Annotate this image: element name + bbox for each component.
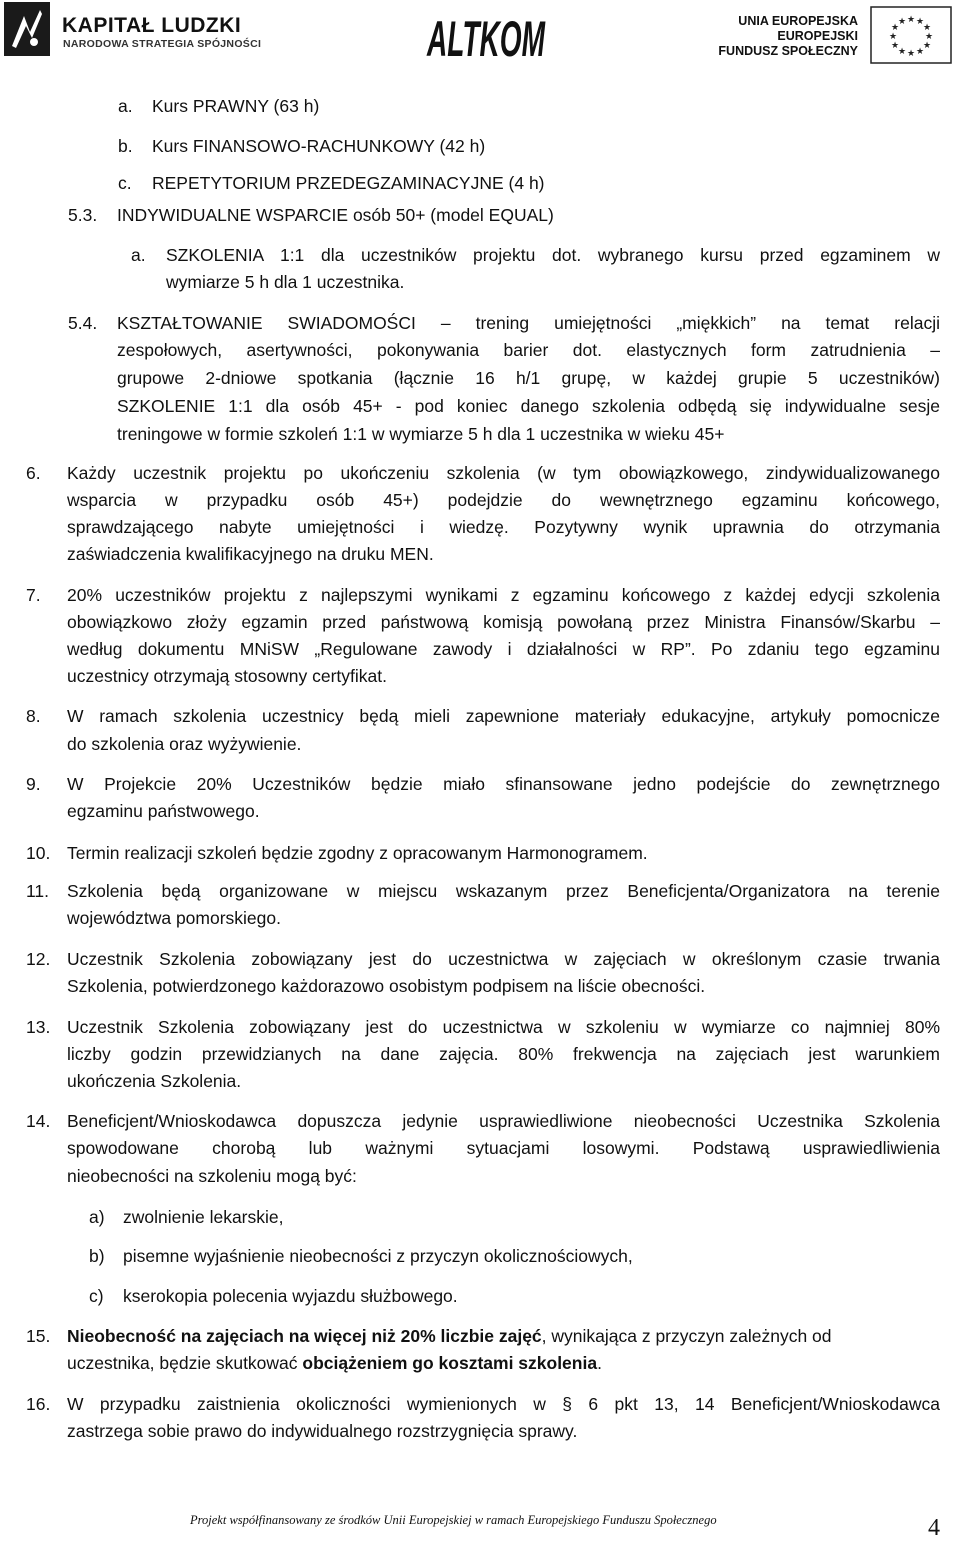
eu-flag-icon (870, 6, 952, 64)
point-6-line2: wsparcia w przypadku osób 45+) podejdzie do wewnętrznego egzaminu końcowego, (67, 490, 940, 510)
point-12-label: 12. (26, 949, 51, 969)
svg-text:★: ★ (906, 15, 916, 25)
item-a-label: a. (118, 96, 133, 116)
eu-line-2: EUROPEJSKI (777, 29, 858, 43)
svg-text:★: ★ (922, 23, 932, 33)
svg-text:★: ★ (897, 47, 907, 57)
point-6-label: 6. (26, 463, 41, 483)
svg-text:★: ★ (890, 41, 900, 51)
kapital-ludzki-subtitle: NARODOWA STRATEGIA SPÓJNOŚCI (63, 38, 262, 50)
point-15-line2 (67, 1353, 602, 1374)
point-11-label: 11. (26, 881, 50, 901)
point-16-line2: zastrzega sobie prawo do indywidualnego rozstrzygnięcia sprawy. (67, 1421, 578, 1441)
point-15-line2-b: . (597, 1353, 602, 1373)
point-14-c-label: c) (89, 1286, 104, 1306)
point-15-bold-2: obciążeniem go kosztami szkolenia (302, 1353, 598, 1373)
item-c-text: REPETYTORIUM PRZEDEGZAMINACYJNE (4 h) (152, 173, 545, 193)
point-14-line1: Beneficjent/Wnioskodawca dopuszcza jedynie usprawiedliwione nieobecności Uczestnika Szkolenia (67, 1111, 940, 1131)
svg-text:ALTKOM: ALTKOM (425, 11, 546, 67)
section-5-4-label: 5.4. (68, 313, 98, 333)
section-5-3-label: 5.3. (68, 205, 98, 225)
point-7-line3: według dokumentu MNiSW „Regulowane zawody i działalności w RP”. Po zdaniu tego egzaminu (67, 639, 940, 659)
eu-line-1: UNIA EUROPEJSKA (738, 14, 858, 28)
point-13-line2: liczby godzin przewidzianych na dane zajęcia. 80% frekwencja na zajęciach jest warunkiem (67, 1044, 940, 1064)
point-15-line1 (67, 1326, 940, 1347)
eu-logo-text (718, 14, 858, 59)
page-header (0, 0, 960, 72)
section-5-3-a-line1: SZKOLENIA 1:1 dla uczestników projektu dot. wybranego kursu przed egzaminem w (166, 245, 940, 265)
section-5-3-a-label: a. (131, 245, 146, 265)
svg-text:★: ★ (906, 49, 916, 59)
point-7-line4: uczestnicy otrzymają stosowny certyfikat. (67, 666, 387, 686)
svg-text:★: ★ (890, 23, 900, 33)
kapital-ludzki-logo-icon (4, 2, 50, 56)
point-14-a-text: zwolnienie lekarskie, (123, 1207, 284, 1227)
item-b-label: b. (118, 136, 133, 156)
point-15-label: 15. (26, 1326, 51, 1346)
point-14-b-text: pisemne wyjaśnienie nieobecności z przyczyn okolicznościowych, (123, 1246, 633, 1266)
point-16-line1: W przypadku zaistnienia okoliczności wymienionych w § 6 pkt 13, 14 Beneficjent/Wnioskodawca (67, 1394, 940, 1414)
section-5-4-line2: zespołowych, asertywności, pokonywania barier dot. elastycznych form zatrudnienia – (117, 340, 940, 360)
point-14-a-label: a) (89, 1207, 105, 1227)
point-14-line2: spowodowane chorobą lub ważnymi sytuacjami losowymi. Podstawą usprawiedliwienia (67, 1138, 940, 1158)
point-13-label: 13. (26, 1017, 51, 1037)
section-5-4-line5: treningowe w formie szkoleń 1:1 w wymiarze 5 h dla 1 uczestnika w wieku 45+ (117, 424, 725, 444)
point-13-line3: ukończenia Szkolenia. (67, 1071, 242, 1091)
point-14-c-text: kserokopia polecenia wyjazdu służbowego. (123, 1286, 458, 1306)
svg-text:★: ★ (915, 17, 925, 27)
point-7-line1: 20% uczestników projektu z najlepszymi wynikami z egzaminu końcowego z każdej edycji szkolenia (67, 585, 940, 605)
point-8-line1: W ramach szkolenia uczestnicy będą mieli zapewnione materiały edukacyjne, artykuły pomocnicze (67, 706, 940, 726)
point-12-line2: Szkolenia, potwierdzonego każdorazowo osobistym podpisem na liście obecności. (67, 976, 706, 996)
point-6-line1: Każdy uczestnik projektu po ukończeniu szkolenia (w tym obowiązkowego, zindywidualizowanego (67, 463, 940, 483)
point-11-line1: Szkolenia będą organizowane w miejscu wskazanym przez Beneficjenta/Organizatora na terenie (67, 881, 940, 901)
point-8-label: 8. (26, 706, 41, 726)
point-15-line2-a: uczestnika, będzie skutkować (67, 1353, 303, 1373)
item-c-label: c. (118, 173, 132, 193)
kapital-ludzki-title: KAPITAŁ LUDZKI (62, 14, 242, 37)
point-9-line1: W Projekcie 20% Uczestników będzie miało sfinansowane jedno podejście do zewnętrznego (67, 774, 940, 794)
point-9-label: 9. (26, 774, 41, 794)
section-5-4-line1: KSZTAŁTOWANIE SWIADOMOŚCI – trening umiejętności „miękkich” na temat relacji (117, 313, 940, 333)
point-11-line2: województwa pomorskiego. (67, 908, 281, 928)
point-12-line1: Uczestnik Szkolenia zobowiązany jest do uczestnictwa w zajęciach w określonym czasie trwania (67, 949, 940, 969)
point-14-b-label: b) (89, 1246, 105, 1266)
point-7-label: 7. (26, 585, 41, 605)
point-14-label: 14. (26, 1111, 51, 1131)
point-13-line1: Uczestnik Szkolenia zobowiązany jest do uczestnictwa w szkoleniu w wymiarze co najmniej 80% (67, 1017, 940, 1037)
section-5-3-a-line2: wymiarze 5 h dla 1 uczestnika. (166, 272, 405, 292)
svg-text:★: ★ (897, 17, 907, 27)
point-6-line4: zaświadczenia kwalifikacyjnego na druku MEN. (67, 544, 434, 564)
page-footer: Projekt współfinansowany ze środków Unii Europejskiej w ramach Europejskiego Funduszu Społecznego (190, 1513, 717, 1527)
svg-text:★: ★ (922, 41, 932, 51)
altkom-logo (425, 4, 547, 66)
point-8-line2: do szkolenia oraz wyżywienie. (67, 734, 302, 754)
svg-text:★: ★ (888, 32, 898, 42)
item-a-text: Kurs PRAWNY (63 h) (152, 96, 320, 116)
svg-text:★: ★ (924, 32, 934, 42)
point-10-label: 10. (26, 843, 51, 863)
section-5-3-text: INDYWIDUALNE WSPARCIE osób 50+ (model EQUAL) (117, 205, 554, 225)
item-b-text: Kurs FINANSOWO-RACHUNKOWY (42 h) (152, 136, 486, 156)
point-14-line3: nieobecności na szkoleniu mogą być: (67, 1166, 357, 1186)
eu-line-3: FUNDUSZ SPOŁECZNY (718, 44, 858, 58)
point-15-rest-1: , wynikająca z przyczyn zależnych od (541, 1326, 832, 1346)
point-10-line1: Termin realizacji szkoleń będzie zgodny z opracowanym Harmonogramem. (67, 843, 648, 863)
section-5-4-line3: grupowe 2-dniowe spotkania (łącznie 16 h/1 grupę, w każdej grupie 5 uczestników) (117, 368, 940, 388)
point-6-line3: sprawdzającego nabyte umiejętności i wiedzę. Pozytywny wynik uprawnia do otrzymania (67, 517, 940, 537)
section-5-4-line4: SZKOLENIE 1:1 dla osób 45+ - pod koniec danego szkolenia odbędą się indywidualne sesje (117, 396, 940, 416)
page-number: 4 (928, 1515, 940, 1541)
point-16-label: 16. (26, 1394, 51, 1414)
svg-text:★: ★ (915, 47, 925, 57)
point-15-bold-1: Nieobecność na zajęciach na więcej niż 20% liczbie zajęć (67, 1326, 542, 1346)
point-7-line2: obowiązkowo złoży egzamin przed państwową komisją powołaną przez Ministra Finansów/Skarbu – (67, 612, 940, 632)
point-9-line2: egzaminu państwowego. (67, 801, 260, 821)
